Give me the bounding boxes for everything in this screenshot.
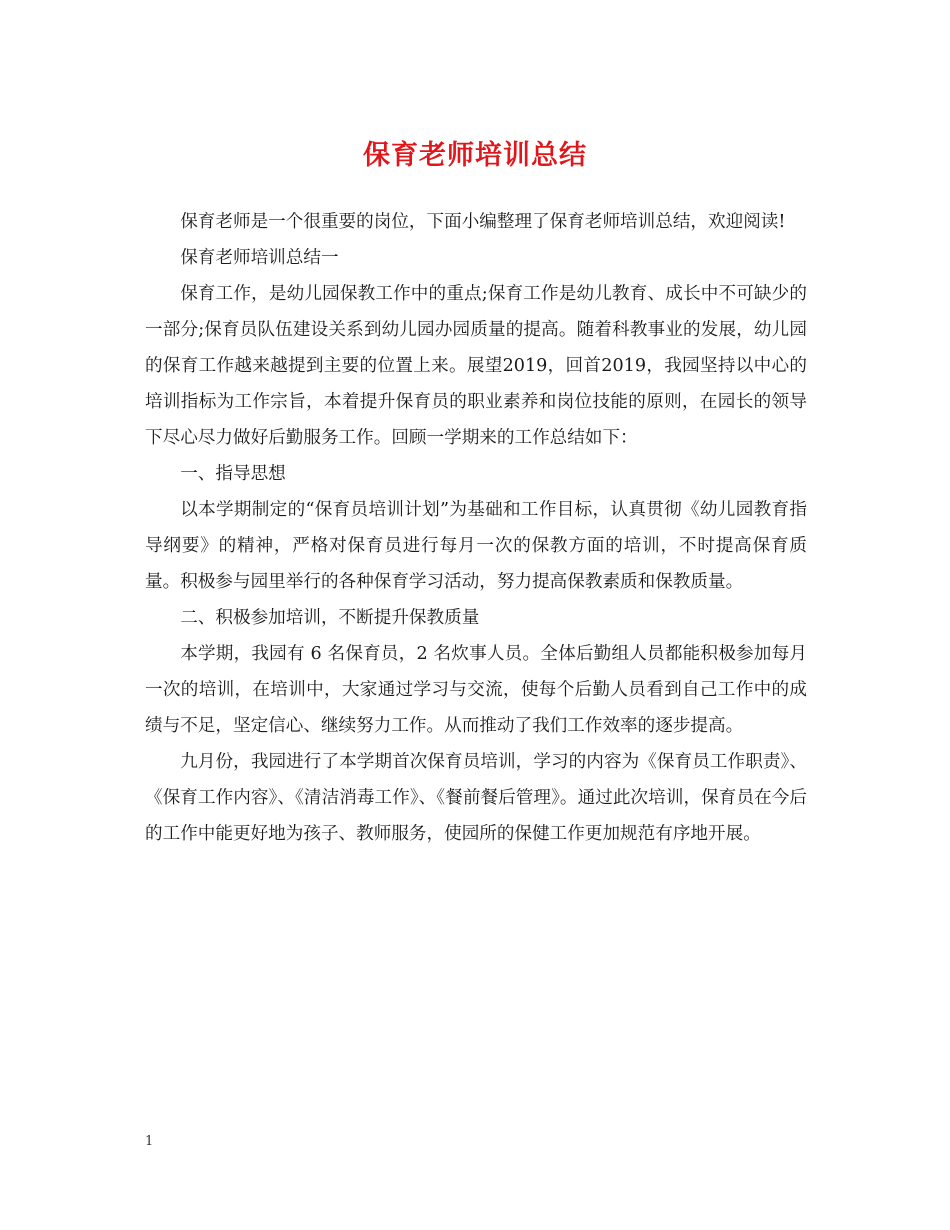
document-body bbox=[145, 204, 807, 852]
section-heading-guiding-thought: 一、指导思想 bbox=[180, 464, 286, 484]
paragraph-intro: 保育老师是一个很重要的岗位，下面小编整理了保育老师培训总结，欢迎阅读! bbox=[180, 212, 786, 232]
page-number: 1 bbox=[145, 1134, 154, 1149]
paragraph-staff: 本学期，我园有 6 名保育员，2 名炊事人员。全体后勤组人员都能积极参加每月一次的培训，在培训中，大家通过学习与交流，使每个后勤人员看到自己工作中的成绩与不足，坚定信心、继续努力工作。从而推动了我们工作效率的逐步提高。 bbox=[145, 644, 807, 736]
section-heading-summary-one: 保育老师培训总结一 bbox=[180, 248, 339, 268]
paragraph-guiding-thought: 以本学期制定的“保育员培训计划”为基础和工作目标，认真贯彻《幼儿园教育指导纲要》的精神，严格对保育员进行每月一次的保教方面的培训，不时提高保育质量。积极参与园里举行的各种保育学习活动，努力提高保教素质和保教质量。 bbox=[145, 500, 807, 592]
paragraph-overview: 保育工作，是幼儿园保教工作中的重点;保育工作是幼儿教育、成长中不可缺少的一部分;保育员队伍建设关系到幼儿园办园质量的提高。随着科教事业的发展，幼儿园的保育工作越来越提到主要的位置上来。展望2019，回首2019，我园坚持以中心的培训指标为工作宗旨，本着提升保育员的职业素养和岗位技能的原则，在园长的领导下尽心尽力做好后勤服务工作。回顾一学期来的工作总结如下： bbox=[145, 284, 807, 448]
document-title: 保育老师培训总结 bbox=[363, 140, 587, 171]
section-heading-training: 二、积极参加培训，不断提升保教质量 bbox=[180, 608, 480, 628]
paragraph-september: 九月份，我园进行了本学期首次保育员培训，学习的内容为《保育员工作职责》、《保育工作内容》、《清洁消毒工作》、《餐前餐后管理》。通过此次培训，保育员在今后的工作中能更好地为孩子、教师服务，使园所的保健工作更加规范有序地开展。 bbox=[145, 752, 807, 844]
